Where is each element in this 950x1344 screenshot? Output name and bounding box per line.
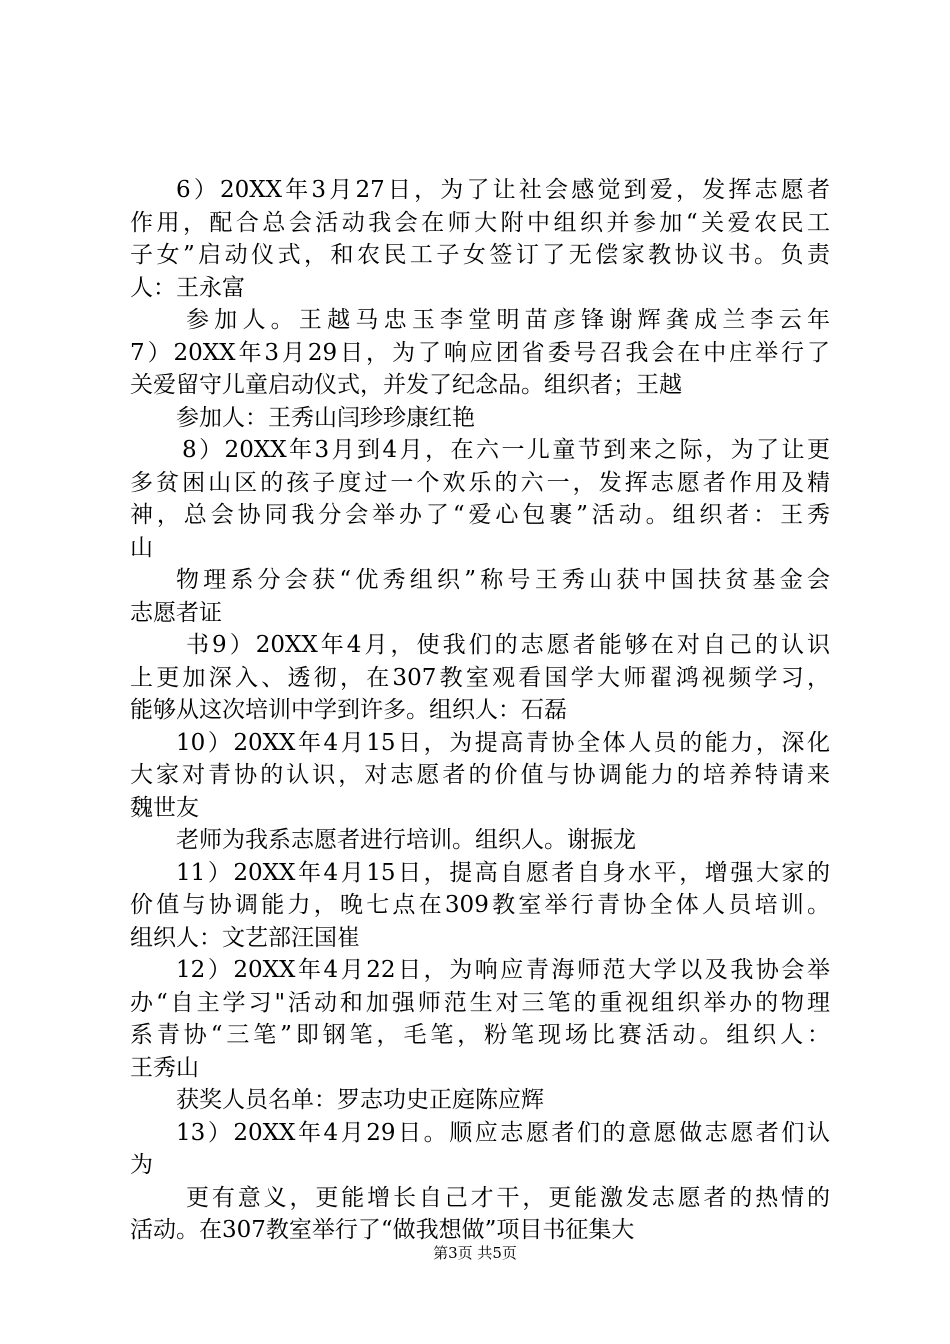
text-line: 系青协“三笔”即钢笔，毛笔，粉笔现场比赛活动。组织人： (130, 1022, 830, 1048)
text-line: 魏世友 (130, 794, 199, 821)
text-line: 能够从这次培训中学到许多。组织人：石磊 (130, 697, 567, 723)
text-line: 山 (130, 534, 153, 561)
text-line: 子女”启动仪式，和农民工子女签订了无偿家教协议书。负责 (130, 242, 830, 268)
text-line: 作用，配合总会活动我会在师大附中组织并参加“关爱农民工 (130, 209, 830, 236)
document-body (130, 174, 830, 1247)
text-line: 书9）20XX年4月，使我们的志愿者能够在对自己的认识 (186, 632, 830, 658)
text-line: 6）20XX年3月27日，为了让社会感觉到爱，发挥志愿者 (176, 177, 830, 203)
text-line: 人：王永富 (130, 274, 245, 301)
text-line: 8）20XX年3月到4月，在六一儿童节到来之际，为了让更 (182, 437, 830, 463)
text-line: 12）20XX年4月22日，为响应青海师范大学以及我协会举 (176, 957, 830, 983)
text-line: 神，总会协同我分会举办了“爱心包裹”活动。组织者：王秀 (130, 502, 830, 528)
text-line: 上更加深入、透彻，在307教室观看国学大师翟鸿视频学习， (130, 664, 830, 691)
text-line: 7）20XX年3月29日，为了响应团省委号召我会在中庄举行了 (130, 339, 830, 366)
text-line: 10）20XX年4月15日，为提高青协全体人员的能力，深化 (176, 729, 830, 756)
text-line: 王秀山 (130, 1054, 199, 1081)
text-line: 老师为我系志愿者进行培训。组织人。谢振龙 (176, 827, 636, 853)
text-line: 物理系分会获“优秀组织”称号王秀山获中国扶贫基金会 (176, 567, 830, 593)
text-line: 组织人：文艺部汪国崔 (130, 924, 360, 951)
text-line: 多贫困山区的孩子度过一个欢乐的六一，发挥志愿者作用及精 (130, 469, 830, 496)
text-line: 价值与协调能力，晚七点在309教室举行青协全体人员培训。 (130, 892, 830, 918)
text-line: 大家对青协的认识，对志愿者的价值与协调能力的培养特请来 (130, 762, 830, 788)
text-line: 11）20XX年4月15日，提高自愿者自身水平，增强大家的 (176, 859, 830, 886)
text-line: 获奖人员名单：罗志功史正庭陈应辉 (176, 1087, 544, 1113)
text-line: 活动。在307教室举行了“做我想做”项目书征集大 (130, 1217, 635, 1243)
text-line: 参加人。王越马忠玉李堂明苗彦锋谢辉龚成兰李云年 (186, 307, 830, 333)
text-line: 办“自主学习"活动和加强师范生对三笔的重视组织举办的物理 (130, 989, 830, 1016)
text-line: 关爱留守儿童启动仪式，并发了纪念品。组织者；王越 (130, 372, 682, 398)
text-line: 参加人：王秀山闫珍珍康红艳 (176, 404, 475, 431)
page-footer: 第3页 共5页 (433, 1244, 517, 1262)
text-line: 志愿者证 (130, 599, 222, 626)
text-line: 13）20XX年4月29日。顺应志愿者们的意愿做志愿者们认 (176, 1119, 830, 1146)
text-line: 更有意义，更能增长自己才干，更能激发志愿者的热情的 (186, 1184, 830, 1211)
text-line: 为 (130, 1152, 153, 1178)
